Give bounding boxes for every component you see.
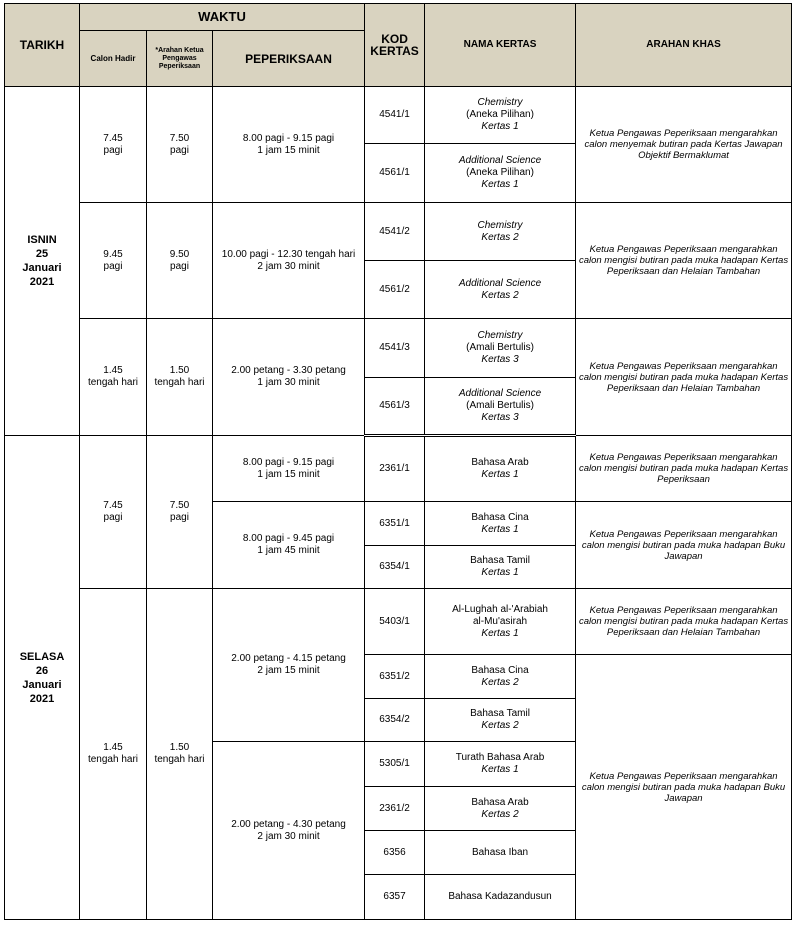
nama-kertas-cell — [425, 699, 576, 742]
exam-time-range: 2.00 petang - 4.15 petang — [231, 653, 346, 664]
exam-time-range: 8.00 pagi - 9.15 pagi — [242, 456, 335, 468]
header-arahan-khas: ARAHAN KHAS — [576, 4, 792, 87]
nama-kertas-cell — [425, 787, 576, 831]
kod-kertas-cell: 6357 — [365, 875, 425, 920]
date-day: ISNIN — [27, 234, 57, 246]
paper-name: Chemistry — [477, 330, 523, 341]
paper-name: Bahasa Tamil — [470, 708, 530, 719]
paper-number: Kertas 1 — [481, 179, 519, 190]
time-period: tengah hari — [87, 377, 139, 388]
time-period: pagi — [170, 512, 189, 523]
exam-time-range: 8.00 pagi - 9.45 pagi — [242, 533, 335, 544]
kod-kertas-cell: 4541/2 — [365, 203, 425, 261]
kod-kertas-cell: 6354/2 — [365, 699, 425, 742]
exam-duration: 1 jam 30 minit — [257, 377, 320, 388]
paper-type: (Amali Bertulis) — [466, 400, 534, 411]
arahan-khas-cell: Ketua Pengawas Peperiksaan mengarahkan calon mengisi butiran pada muka hadapan Buku Jawapan — [576, 655, 792, 920]
peperiksaan-cell — [213, 436, 365, 502]
date-number: 26 — [35, 664, 49, 677]
arahan-khas-cell: Ketua Pengawas Peperiksaan mengarahkan calon mengisi butiran pada muka hadapan Kertas Peperiksaan dan Helaian Tambahan — [576, 203, 792, 319]
nama-kertas-cell — [425, 203, 576, 261]
nama-kertas-cell — [425, 831, 576, 875]
time-period: tengah hari — [154, 754, 205, 765]
date-cell-day1 — [5, 87, 80, 436]
time-value: 1.50 — [169, 742, 190, 753]
arahan-khas-cell: Ketua Pengawas Peperiksaan mengarahkan calon mengisi butiran pada muka hadapan Kertas Peperiksaan dan Helaian Tambahan — [576, 319, 792, 436]
paper-name: Additional Science — [458, 277, 542, 289]
header-peperiksaan: PEPERIKSAAN — [213, 31, 365, 87]
time-value: 7.45 — [103, 132, 123, 144]
header-waktu: WAKTU — [80, 4, 365, 31]
paper-name: Bahasa Arab — [471, 796, 529, 808]
exam-duration: 1 jam 15 minit — [257, 144, 320, 156]
paper-number: Kertas 2 — [481, 808, 519, 820]
kod-kertas-cell: 4561/2 — [365, 261, 425, 319]
paper-number: Kertas 1 — [481, 523, 519, 535]
kod-kertas-cell: 5403/1 — [365, 589, 425, 655]
paper-name: Bahasa Arab — [471, 457, 529, 468]
exam-time-range: 2.00 petang - 4.30 petang — [231, 818, 346, 830]
time-value: 9.45 — [103, 248, 123, 260]
exam-duration: 2 jam 15 minit — [257, 665, 320, 676]
time-period: tengah hari — [87, 754, 139, 765]
date-year: 2021 — [29, 692, 55, 705]
paper-type: (Aneka Pilihan) — [466, 167, 534, 178]
kod-kertas-cell: 6351/1 — [365, 502, 425, 546]
paper-type: (Aneka Pilihan) — [466, 109, 534, 120]
peperiksaan-cell — [213, 502, 365, 589]
nama-kertas-cell — [425, 546, 576, 589]
calon-hadir-cell — [80, 319, 147, 436]
kod-kertas-cell: 2361/1 — [365, 436, 425, 502]
exam-time-range: 2.00 petang - 3.30 petang — [231, 365, 346, 376]
exam-duration: 1 jam 45 minit — [257, 545, 320, 556]
calon-hadir-cell — [80, 87, 147, 203]
paper-name: Chemistry — [477, 219, 523, 231]
arahan-khas-cell: Ketua Pengawas Peperiksaan mengarahkan calon mengisi butiran pada muka hadapan Kertas Peperiksaan dan Helaian Tambahan — [576, 589, 792, 655]
date-year: 2021 — [29, 276, 55, 288]
paper-name-line2: al-Mu'asirah — [472, 615, 528, 627]
exam-time-range: 10.00 pagi - 12.30 tengah hari — [221, 248, 356, 260]
calon-hadir-cell — [80, 589, 147, 920]
nama-kertas-cell — [425, 378, 576, 436]
exam-duration: 2 jam 30 minit — [257, 260, 320, 272]
paper-name: Bahasa Cina — [471, 511, 529, 523]
header-nama-kertas: NAMA KERTAS — [425, 4, 576, 87]
kod-kertas-cell: 5305/1 — [365, 742, 425, 787]
paper-number: Kertas 2 — [481, 720, 519, 731]
calon-hadir-cell — [80, 436, 147, 589]
kod-kertas-cell: 4561/3 — [365, 378, 425, 436]
kod-kertas-cell: 2361/2 — [365, 787, 425, 831]
arahan-ketua-cell — [147, 87, 213, 203]
time-period: pagi — [170, 260, 189, 272]
nama-kertas-cell — [425, 589, 576, 655]
nama-kertas-cell — [425, 87, 576, 144]
kod-kertas-cell: 6356 — [365, 831, 425, 875]
time-value: 7.50 — [169, 132, 190, 144]
paper-name: Turath Bahasa Arab — [455, 752, 545, 763]
paper-number: Kertas 1 — [481, 469, 519, 480]
arahan-ketua-cell — [147, 436, 213, 589]
nama-kertas-cell — [425, 319, 576, 378]
paper-number: Kertas 2 — [481, 231, 519, 243]
paper-number: Kertas 2 — [481, 676, 519, 688]
paper-number: Kertas 1 — [481, 121, 519, 132]
kod-kertas-cell: 6351/2 — [365, 655, 425, 699]
time-period: pagi — [170, 144, 189, 156]
paper-name: Chemistry — [477, 97, 523, 108]
date-day: SELASA — [19, 650, 65, 663]
time-value: 1.45 — [103, 742, 123, 753]
date-month: Januari — [22, 262, 62, 274]
exam-duration: 2 jam 30 minit — [257, 830, 320, 842]
time-period: pagi — [103, 144, 123, 156]
nama-kertas-cell — [425, 261, 576, 319]
paper-number: Kertas 1 — [481, 627, 519, 639]
calon-hadir-cell — [80, 203, 147, 319]
time-period: pagi — [103, 260, 123, 272]
peperiksaan-cell — [213, 589, 365, 742]
peperiksaan-cell — [213, 319, 365, 436]
nama-kertas-cell — [425, 502, 576, 546]
time-value: 7.50 — [169, 500, 190, 511]
kod-kertas-cell: 4561/1 — [365, 144, 425, 203]
paper-number: Kertas 2 — [481, 289, 519, 301]
paper-name: Bahasa Iban — [471, 846, 529, 858]
time-value: 1.45 — [103, 365, 123, 376]
header-tarikh: TARIKH — [5, 4, 80, 87]
nama-kertas-cell — [425, 436, 576, 502]
header-calon-hadir: Calon Hadir — [80, 31, 147, 87]
peperiksaan-cell — [213, 203, 365, 319]
kod-kertas-cell: 6354/1 — [365, 546, 425, 589]
paper-name: Additional Science — [458, 388, 542, 399]
paper-name: Additional Science — [458, 155, 542, 166]
exam-duration: 1 jam 15 minit — [257, 468, 320, 480]
kod-kertas-cell: 4541/3 — [365, 319, 425, 378]
date-month: Januari — [22, 678, 62, 691]
paper-type: (Amali Bertulis) — [466, 342, 534, 353]
header-kod-kertas: KOD KERTAS — [365, 4, 425, 87]
arahan-ketua-cell — [147, 203, 213, 319]
arahan-ketua-cell — [147, 319, 213, 436]
paper-number: Kertas 3 — [481, 412, 519, 423]
kod-kertas-cell: 4541/1 — [365, 87, 425, 144]
nama-kertas-cell — [425, 655, 576, 699]
date-cell-day2 — [5, 436, 80, 920]
time-value: 9.50 — [169, 248, 190, 260]
time-value: 1.50 — [169, 365, 190, 376]
time-value: 7.45 — [103, 500, 123, 511]
peperiksaan-cell — [213, 742, 365, 920]
exam-time-range: 8.00 pagi - 9.15 pagi — [242, 132, 335, 144]
exam-timetable — [4, 3, 792, 920]
date-number: 25 — [35, 248, 49, 260]
arahan-ketua-cell — [147, 589, 213, 920]
paper-number: Kertas 3 — [481, 354, 519, 365]
time-period: pagi — [103, 512, 123, 523]
paper-name: Bahasa Cina — [471, 664, 529, 676]
paper-name: Bahasa Kadazandusun — [448, 891, 552, 902]
nama-kertas-cell — [425, 875, 576, 920]
time-period: tengah hari — [154, 377, 205, 388]
paper-name: Bahasa Tamil — [470, 555, 530, 566]
exam-timetable-wrapper — [4, 3, 792, 920]
paper-number: Kertas 1 — [481, 567, 519, 578]
header-arahan-ketua: *Arahan Ketua Pengawas Peperiksaan — [147, 31, 213, 87]
arahan-khas-cell: Ketua Pengawas Peperiksaan mengarahkan calon mengisi butiran pada muka hadapan Kertas Peperiksaan — [576, 436, 792, 502]
arahan-khas-cell: Ketua Pengawas Peperiksaan mengarahkan calon menyemak butiran pada Kertas Jawapan Objektif Bermaklumat — [576, 87, 792, 203]
paper-number: Kertas 1 — [481, 764, 519, 775]
paper-name: Al-Lughah al-'Arabiah — [452, 603, 548, 615]
arahan-khas-cell: Ketua Pengawas Peperiksaan mengarahkan calon mengisi butiran pada muka hadapan Buku Jawapan — [576, 502, 792, 589]
peperiksaan-cell — [213, 87, 365, 203]
nama-kertas-cell — [425, 742, 576, 787]
nama-kertas-cell — [425, 144, 576, 203]
